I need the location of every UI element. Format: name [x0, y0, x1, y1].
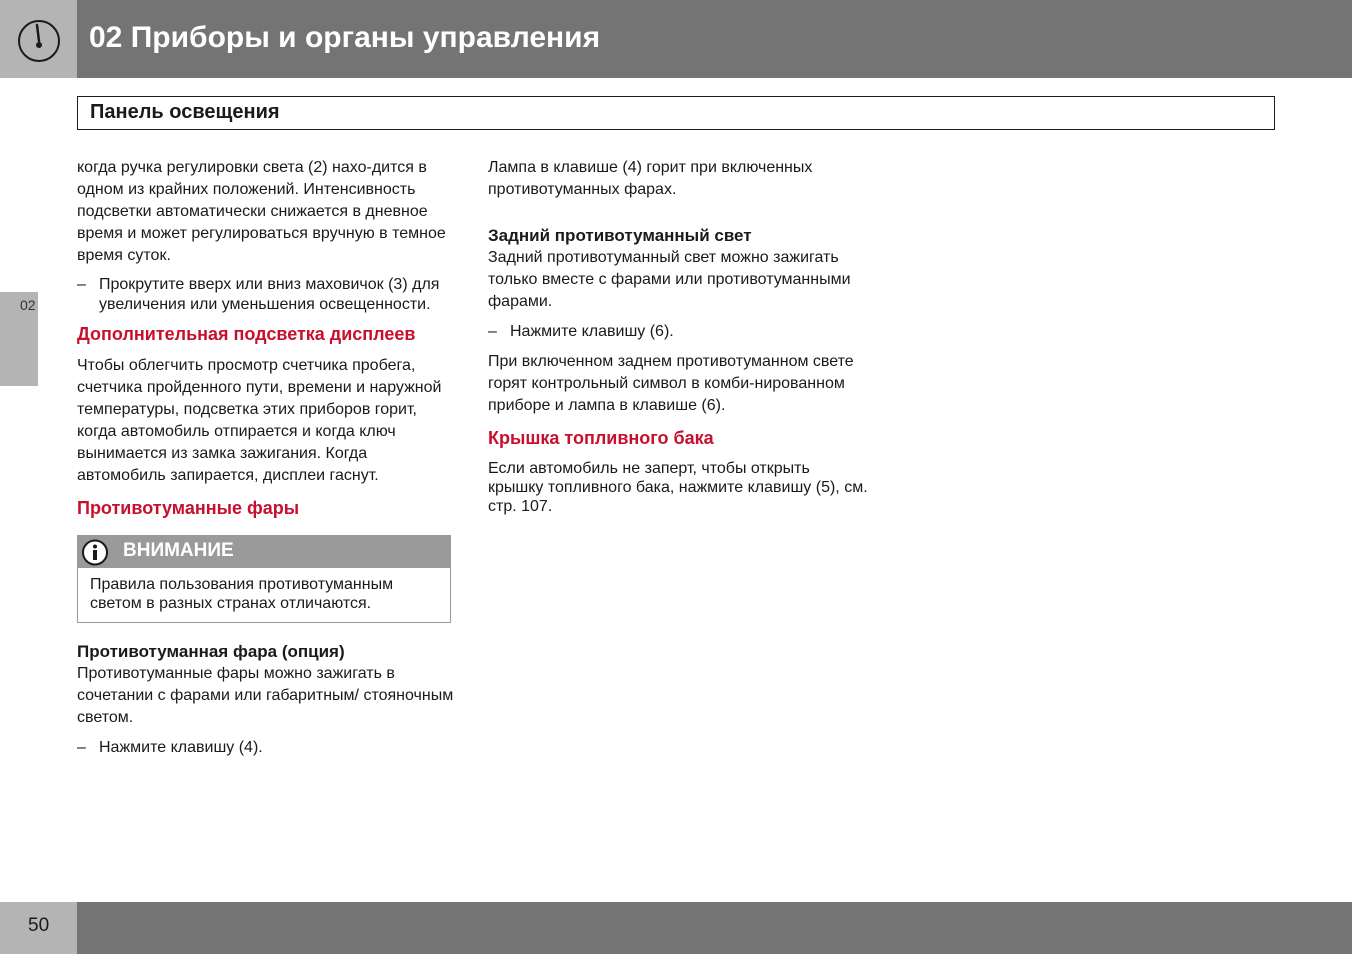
fog-heading: Противотуманные фары — [77, 498, 300, 518]
display-paragraph: Чтобы облегчить просмотр счетчика пробега, счетчика пройденного пути, времени и наружной температуры, подсветка этих приборов горит, когда автомобиль отпирается и когда ключ вынимается из замка зажигания. Когда автомобиль запирается, дисплеи гаснут. — [77, 357, 442, 484]
page-title: 02 Приборы и органы управления — [89, 21, 601, 54]
chapter-tab — [0, 292, 38, 386]
step-scroll — [77, 275, 457, 315]
page-number: 50 — [28, 915, 50, 936]
dash-bullet: – — [77, 276, 86, 293]
dash-bullet: – — [488, 323, 497, 340]
fuel-heading: Крышка топливного бака — [488, 428, 714, 448]
section-title: Панель освещения — [90, 101, 280, 123]
step-press-4-text: Нажмите клавишу (4). — [99, 739, 263, 756]
note-box — [77, 535, 451, 623]
fog-front-paragraph: Противотуманные фары можно зажигать в сочетании с фарами или габаритным/ стояночным светом. — [77, 665, 454, 726]
chapter-tab-label: 02 — [20, 297, 36, 313]
step-press-4 — [77, 737, 457, 759]
display-heading: Дополнительная подсветка дисплеев — [77, 324, 416, 344]
rear-fog-on-paragraph: При включенном заднем противотуманном свете горят контрольный символ в комби-нированном приборе и лампа в клавише (6). — [488, 353, 854, 414]
header-icon-box — [0, 0, 77, 78]
note-text: Правила пользования противотуманным светом в разных странах отличаются. — [90, 576, 394, 612]
section-title-box — [77, 96, 1275, 130]
page-number-box — [0, 902, 77, 954]
intro-paragraph: когда ручка регулировки света (2) нахо-дится в одном из крайних положений. Интенсивность подсветки автоматически снижается в дневное время и может регулироваться вручную в темное время суток. — [77, 159, 446, 264]
fuel-paragraph: Если автомобиль не заперт, чтобы открыть крышку топливного бака, нажмите клавишу (5), см. стр. 107. — [488, 460, 868, 515]
gauge-icon — [16, 18, 62, 64]
note-header — [78, 536, 450, 568]
rear-fog-paragraph: Задний противотуманный свет можно зажигать только вместе с фарами или противотуманными фарами. — [488, 249, 851, 310]
step-press-6-text: Нажмите клавишу (6). — [510, 323, 674, 340]
fog-front-heading: Противотуманная фара (опция) — [77, 642, 345, 661]
lamp-paragraph: Лампа в клавише (4) горит при включенных противотуманных фарах. — [488, 159, 813, 198]
info-icon — [81, 539, 109, 566]
rear-fog-heading: Задний противотуманный свет — [488, 226, 752, 245]
step-scroll-text: Прокрутите вверх или вниз маховичок (3) для увеличения или уменьшения освещенности. — [99, 276, 440, 313]
dash-bullet: – — [77, 739, 86, 756]
right-column — [488, 157, 868, 524]
note-title: ВНИМАНИЕ — [123, 540, 234, 561]
step-press-6 — [488, 321, 868, 343]
footer-bar — [77, 902, 1352, 954]
left-column — [77, 157, 457, 767]
